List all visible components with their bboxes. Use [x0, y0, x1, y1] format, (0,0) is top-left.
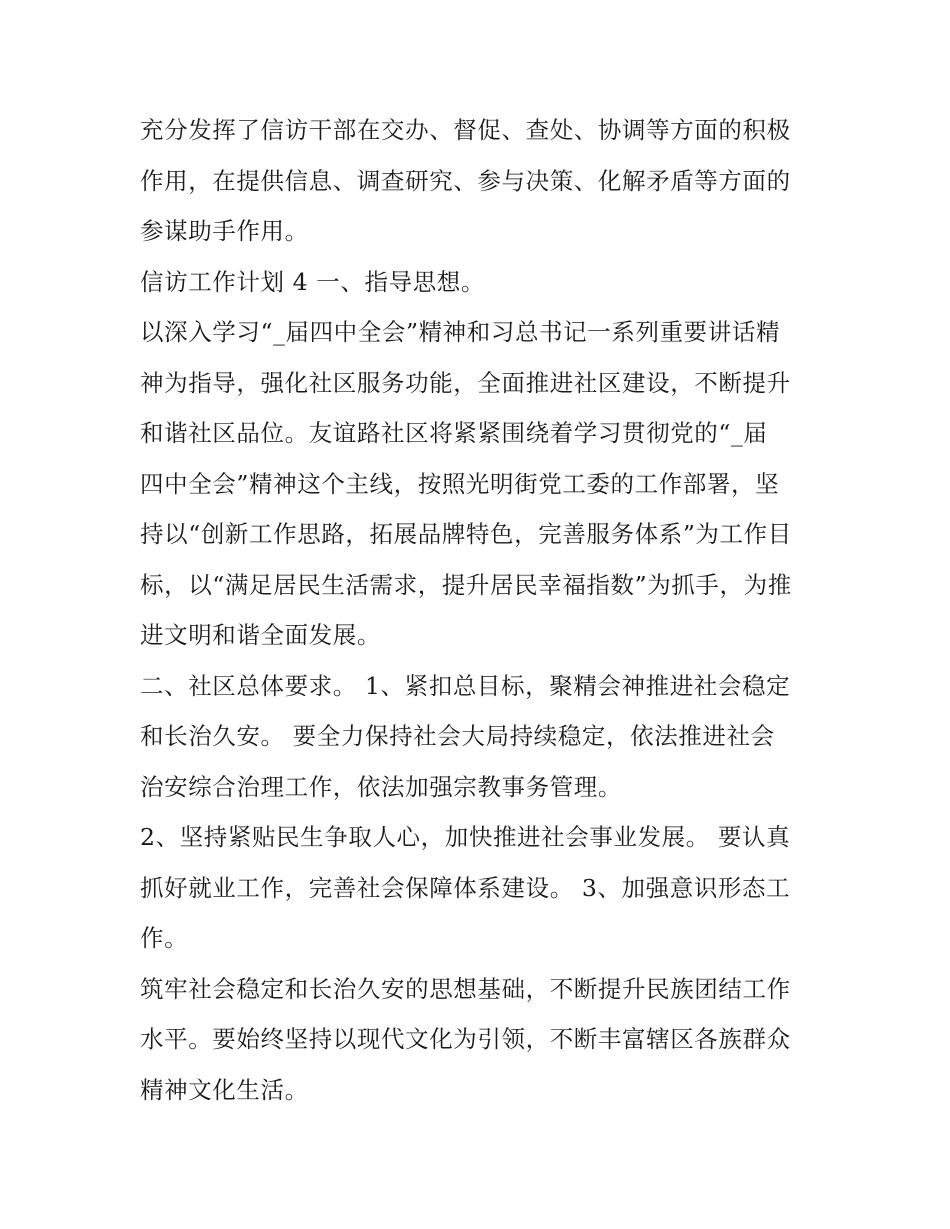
- text-line: 2、坚持紧贴民生争取人心，加快推进社会事业发展。 要认真: [140, 823, 791, 851]
- text-line: 二、社区总体要求。 1、紧扣总目标，聚精会神推进社会稳定: [140, 671, 791, 700]
- text-line: 筑牢社会稳定和长治久安的思想基础，不断提升民族团结工作: [140, 974, 791, 1003]
- text-line: 神为指导，强化社区服务功能，全面推进社区建设，不断提升: [140, 368, 791, 397]
- text-line: 以深入学习“_届四中全会”精神和习总书记一系列重要讲话精: [140, 318, 781, 346]
- text-line: 精神文化生活。: [140, 1075, 309, 1104]
- text-line: 四中全会”精神这个主线，按照光明街党工委的工作部署，坚: [140, 469, 780, 498]
- document-body: [140, 105, 820, 1115]
- text-line: 抓好就业工作，完善社会保障体系建设。 3、加强意识形态工: [140, 873, 791, 902]
- text-line: 参谋助手作用。: [140, 217, 309, 245]
- text-line: 水平。要始终坚持以现代文化为引领，不断丰富辖区各族群众: [140, 1025, 791, 1053]
- text-line: 充分发挥了信访干部在交办、督促、查处、协调等方面的积极: [140, 116, 791, 144]
- text-line: 和长治久安。 要全力保持社会大局持续稳定，依法推进社会: [140, 722, 775, 750]
- text-line: 标，以“满足居民生活需求，提升居民幸福指数”为抓手，为推: [140, 570, 792, 599]
- section-heading: 信访工作计划 4 一、指导思想。: [140, 267, 485, 296]
- text-line: 进文明和谐全面发展。: [140, 621, 381, 649]
- text-line: 治安综合治理工作，依法加强宗教事务管理。: [140, 772, 622, 801]
- text-line: 持以“创新工作思路，拓展品牌特色，完善服务体系”为工作目: [140, 520, 792, 548]
- text-line: 作。: [140, 924, 189, 952]
- text-line: 作用，在提供信息、调查研究、参与决策、化解矛盾等方面的: [140, 166, 791, 195]
- text-line: 和谐社区品位。友谊路社区将紧紧围绕着学习贯彻党的“_届: [140, 419, 768, 447]
